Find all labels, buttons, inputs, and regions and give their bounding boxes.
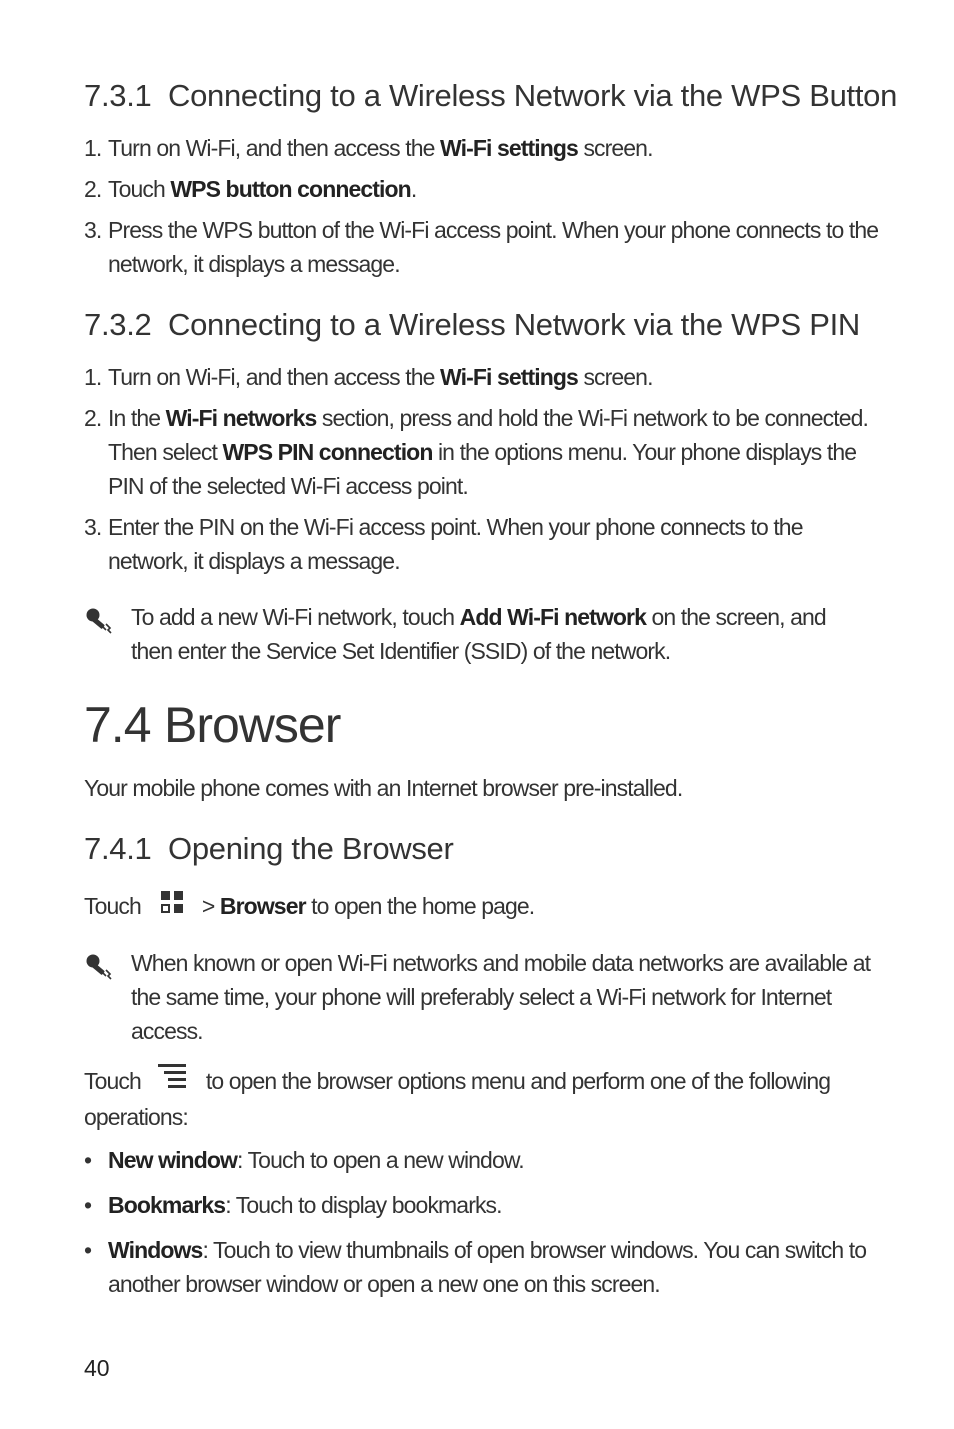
note-icon — [84, 604, 118, 638]
note-wifi-preference: When known or open Wi-Fi networks and mobile data networks are available at the same time, your phone will preferably select a Wi-Fi network for Internet access. — [84, 946, 884, 1048]
heading-title: Connecting to a Wireless Network via the WPS Button — [168, 78, 898, 113]
touch-menu-line: Touch to open the browser options menu and perform one of the following operations: — [84, 1064, 884, 1134]
list-item: 1. Turn on Wi-Fi, and then access the Wi-Fi settings screen. — [84, 364, 653, 390]
browser-intro: Your mobile phone comes with an Internet browser pre-installed. — [84, 775, 683, 801]
list-item: • New window: Touch to open a new window. — [84, 1147, 524, 1173]
heading-number: 7.3.2 — [84, 307, 152, 342]
heading-title: Connecting to a Wireless Network via the WPS PIN — [168, 307, 860, 342]
menu-icon — [158, 1063, 188, 1098]
heading-number: 7.3.1 — [84, 78, 152, 113]
heading-7-3-2 — [84, 307, 860, 343]
note-add-network: To add a new Wi-Fi network, touch Add Wi-Fi network on the screen, and then enter the Service Set Identifier (SSID) of the network. — [84, 600, 884, 668]
list-item: 1. Turn on Wi-Fi, and then access the Wi-Fi settings screen. — [84, 135, 653, 161]
steps-7-3-1 — [84, 131, 884, 281]
list-item: 2. In the Wi-Fi networks section, press and hold the Wi-Fi network to be connected. Then select WPS PIN connection in the options menu. Your phone displays the PIN of the selected Wi-Fi access point. — [84, 405, 869, 499]
list-item: • Bookmarks: Touch to display bookmarks. — [84, 1192, 502, 1218]
heading-title: Browser — [164, 697, 341, 753]
list-item: 3. Press the WPS button of the Wi-Fi access point. When your phone connects to the network, it displays a message. — [84, 217, 879, 277]
list-item: 2. Touch WPS button connection. — [84, 176, 417, 202]
browser-options-list — [84, 1143, 888, 1301]
touch-browser-line: Touch > Browser to open the home page. — [84, 889, 884, 925]
note-icon — [84, 950, 118, 984]
heading-7-4 — [84, 696, 340, 754]
heading-number: 7.4 — [84, 697, 151, 753]
heading-7-3-1 — [84, 78, 897, 114]
list-item: • Windows: Touch to view thumbnails of open browser windows. You can switch to another browser window or open a new one on this screen. — [84, 1237, 867, 1297]
apps-grid-icon — [160, 889, 184, 923]
heading-title: Opening the Browser — [168, 831, 454, 866]
heading-number: 7.4.1 — [84, 831, 152, 866]
page-number: 40 — [84, 1355, 110, 1381]
list-item: 3. Enter the PIN on the Wi-Fi access point. When your phone connects to the network, it displays a message. — [84, 514, 803, 574]
heading-7-4-1 — [84, 831, 454, 867]
steps-7-3-2 — [84, 360, 884, 578]
